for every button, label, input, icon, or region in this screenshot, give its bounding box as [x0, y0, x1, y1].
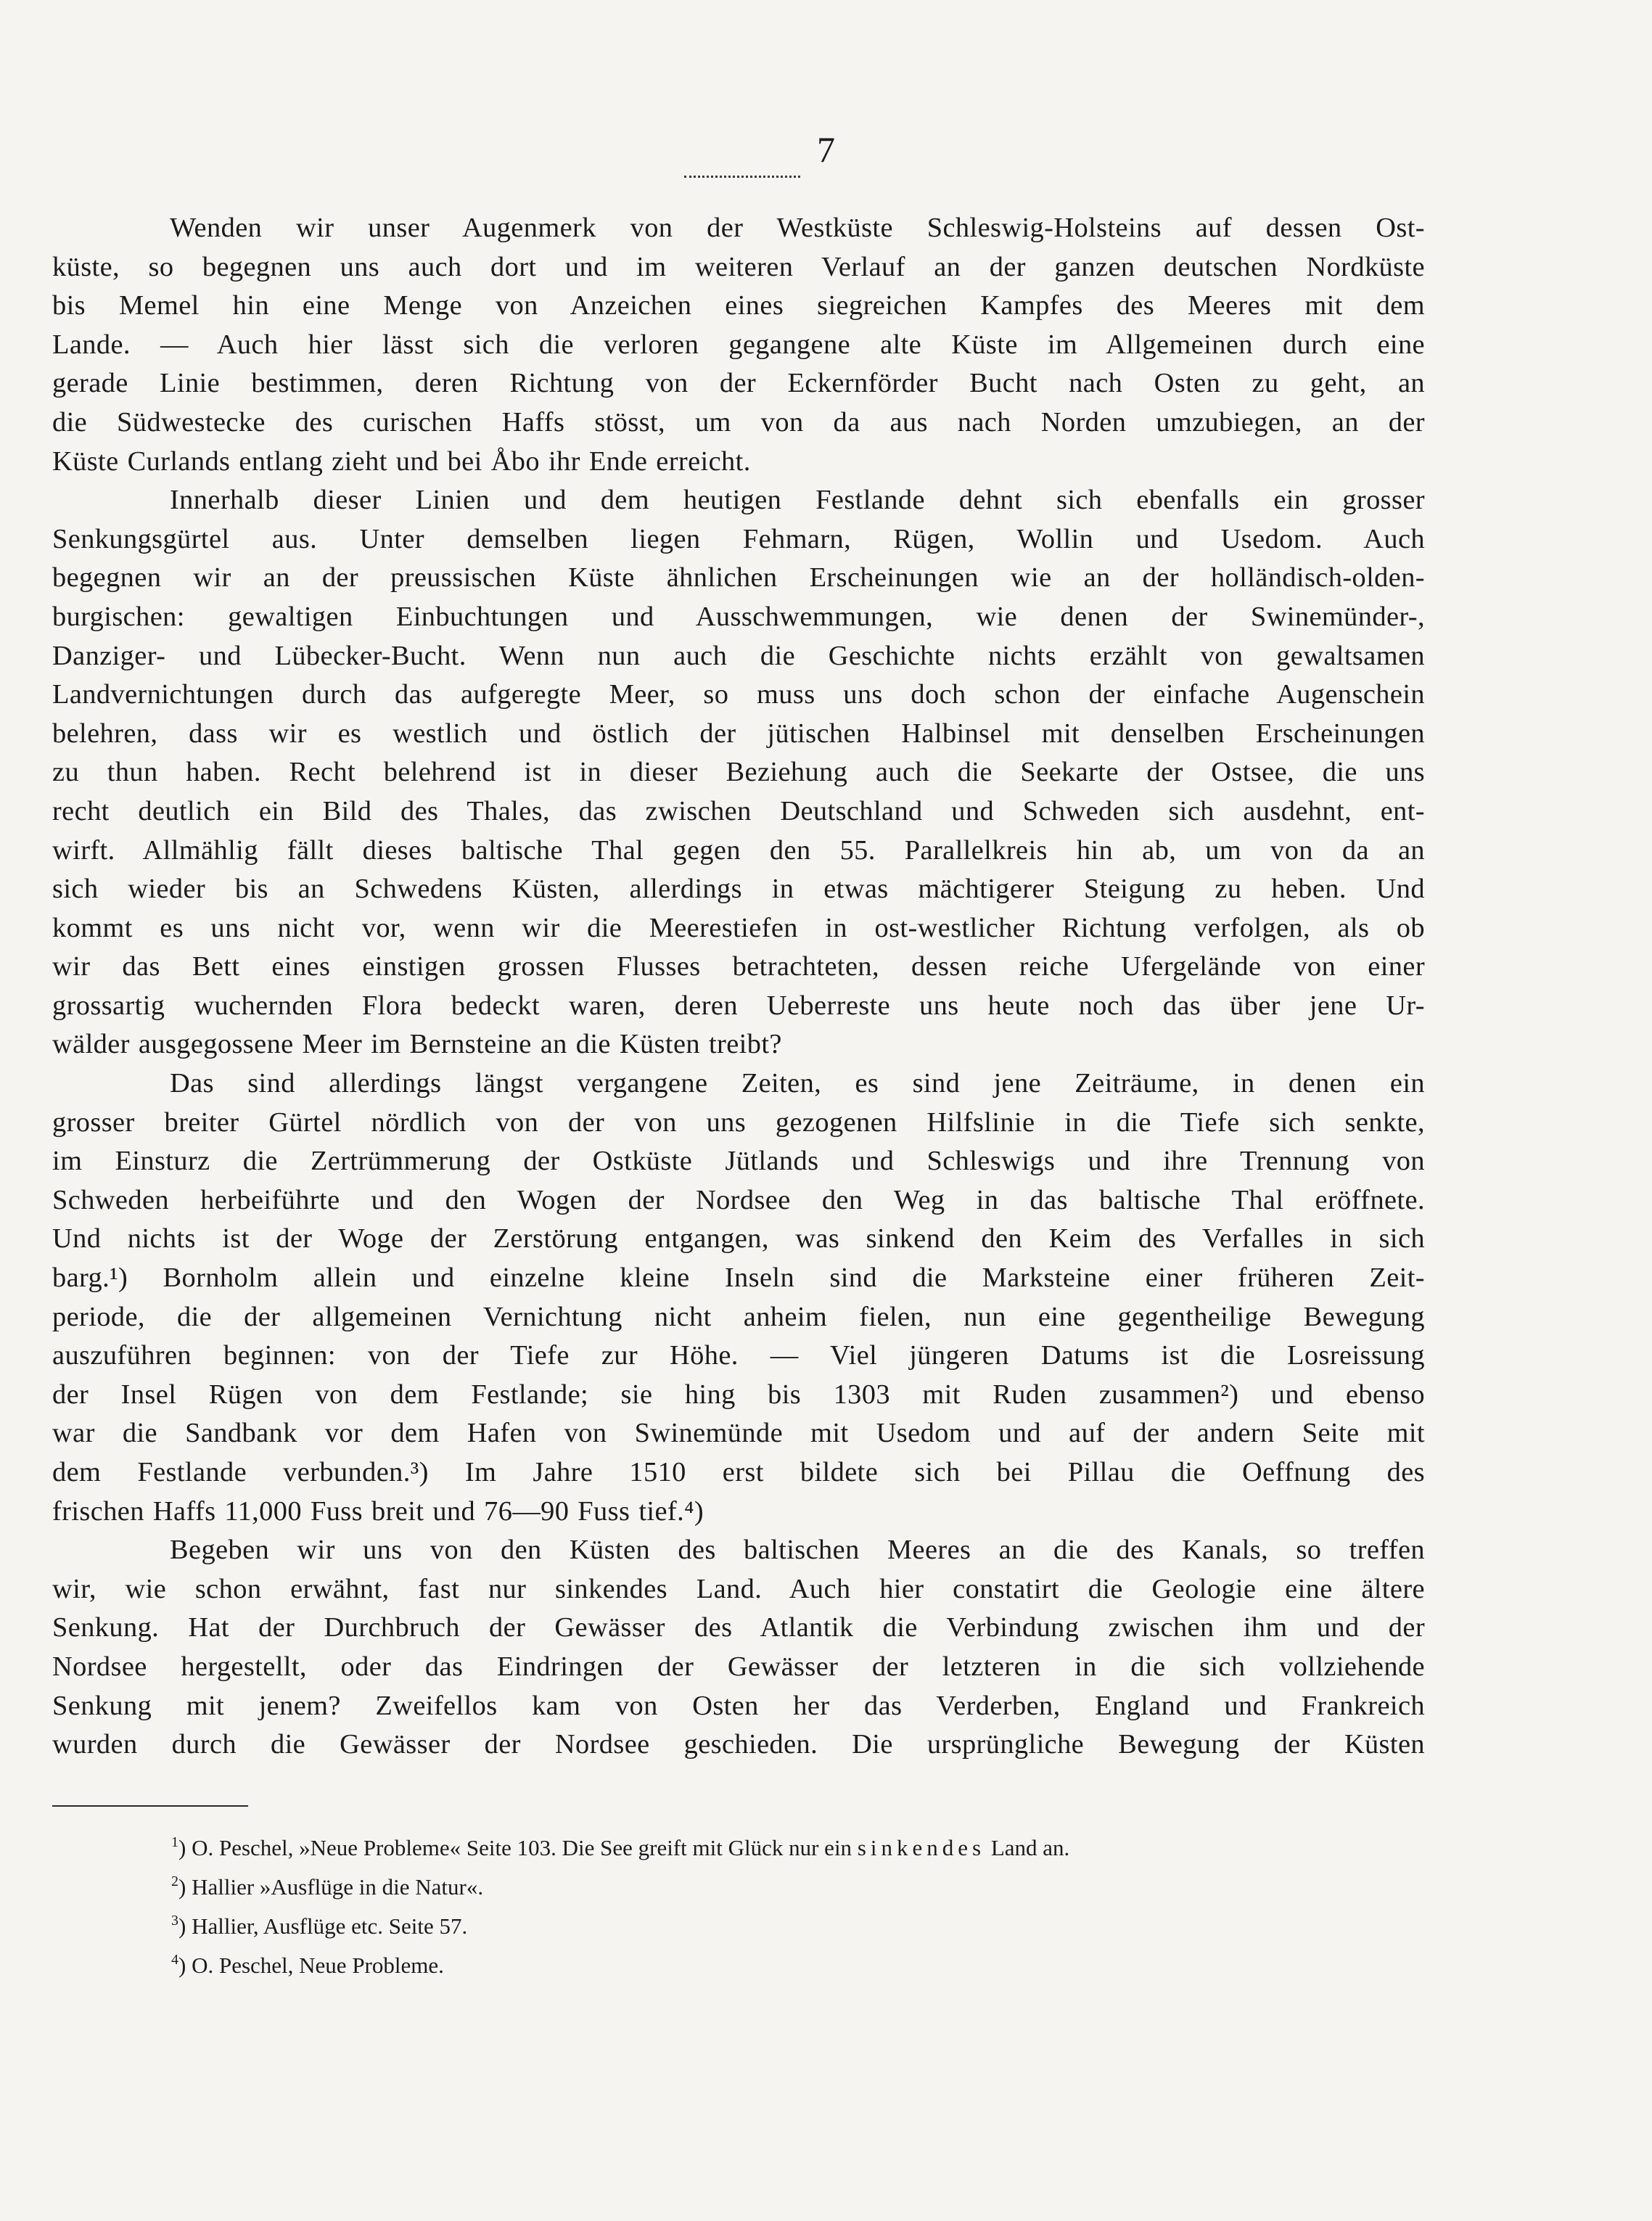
text-line: im Einsturz die Zertrümmerung der Ostküste Jütlands und Schleswigs und ihre Trennung von — [52, 1146, 1425, 1177]
page-number: 7 — [817, 129, 835, 170]
footnote-1: $^1$) O. Peschel, »Neue Probleme« Seite 103. Die See greift mit Glück nur ein sinkendes Land an. — [171, 1834, 1070, 1860]
text-line: begegnen wir an der preussischen Küste ähnlichen Erscheinungen wie an der holländisch-olden- — [52, 562, 1425, 594]
text-line: sich wieder bis an Schwedens Küsten, allerdings in etwas mächtigerer Steigung zu heben. Und — [52, 874, 1425, 905]
text-line: wälder ausgegossene Meer im Bernsteine an die Küsten treibt? — [52, 1029, 782, 1060]
paragraph-4 — [52, 1531, 1425, 1765]
text-line: Danziger- und Lübecker-Bucht. Wenn nun auch die Geschichte nichts erzählt von gewaltsamen — [52, 640, 1425, 671]
footnote-text: Hallier »Ausflüge in die Natur«. — [192, 1874, 484, 1900]
footnote-tail: Land an. — [990, 1835, 1070, 1860]
text-line: recht deutlich ein Bild des Thales, das zwischen Deutschland und Schweden sich ausdehnt, ent- — [52, 795, 1425, 826]
paragraph-3 — [52, 1064, 1425, 1531]
text-line: Schweden herbeiführte und den Wogen der Nordsee den Weg in das baltische Thal eröffnete. — [52, 1184, 1425, 1215]
text-line: frischen Haffs 11,000 Fuss breit und 76—90 Fuss tief.⁴) — [52, 1495, 704, 1527]
text-line: Küste Curlands entlang zieht und bei Åbo ihr Ende erreicht. — [52, 446, 751, 477]
footnote-4: $^4$) O. Peschel, Neue Probleme. — [171, 1952, 444, 1978]
text-line: kommt es uns nicht vor, wenn wir die Meerestiefen in ost-westlicher Richtung verfolgen, als ob — [52, 912, 1425, 943]
text-line: barg.¹) Bornholm allein und einzelne kleine Inseln sind die Marksteine einer früheren Zeit- — [52, 1263, 1425, 1294]
footnote-2: $^2$) Hallier »Ausflüge in die Natur«. — [171, 1873, 484, 1900]
text-line: Senkung. Hat der Durchbruch der Gewässer des Atlantik die Verbindung zwischen ihm und der — [52, 1612, 1425, 1643]
text-line: Wenden wir unser Augenmerk von der Westküste Schleswig-Holsteins auf dessen Ost- — [170, 213, 1425, 243]
text-line: war die Sandbank vor dem Hafen von Swinemünde mit Usedom und auf der andern Seite mit — [52, 1418, 1425, 1449]
text-line: Lande. — Auch hier lässt sich die verloren gegangene alte Küste im Allgemeinen durch eine — [52, 329, 1425, 360]
footnote-text: O. Peschel, Neue Probleme. — [192, 1953, 444, 1978]
text-line: Nordsee hergestellt, oder das Eindringen der Gewässer der letzteren in die sich vollziehende — [52, 1651, 1425, 1682]
footnote-mark: 1 — [171, 1834, 178, 1850]
text-line: auszuführen beginnen: von der Tiefe zur Höhe. — Viel jüngeren Datums ist die Losreissung — [52, 1340, 1425, 1371]
text-line: dem Festlande verbunden.³) Im Jahre 1510 erst bildete sich bei Pillau die Oeffnung des — [52, 1457, 1425, 1487]
footnote-text: Hallier, Ausflüge etc. Seite 57. — [192, 1913, 468, 1939]
text-line: Senkung mit jenem? Zweifellos kam von Osten her das Verderben, England und Frankreich — [52, 1690, 1425, 1721]
text-line: wir das Bett eines einstigen grossen Flusses betrachteten, dessen reiche Ufergelände von einer — [52, 951, 1425, 982]
text-line: Landvernichtungen durch das aufgeregte Meer, so muss uns doch schon der einfache Augenschein — [52, 679, 1425, 710]
text-line: Innerhalb dieser Linien und dem heutigen Festlande dehnt sich ebenfalls ein grosser — [170, 485, 1425, 516]
footnote-3: $^3$) Hallier, Ausflüge etc. Seite 57. — [171, 1913, 468, 1939]
text-line: Das sind allerdings längst vergangene Zeiten, es sind jene Zeiträume, in denen ein — [170, 1068, 1425, 1099]
text-line: wurden durch die Gewässer der Nordsee geschieden. Die ursprüngliche Bewegung der Küsten — [52, 1729, 1425, 1760]
text-line: küste, so begegnen uns auch dort und im weiteren Verlauf an der ganzen deutschen Nordküste — [52, 251, 1425, 282]
text-line: wir, wie schon erwähnt, fast nur sinkendes Land. Auch hier constatirt die Geologie eine ältere — [52, 1573, 1425, 1604]
footnote-mark: 4 — [171, 1952, 178, 1968]
paragraph-2 — [52, 481, 1425, 1064]
text-line: wirft. Allmählig fällt dieses baltische Thal gegen den 55. Parallelkreis hin ab, um von da an — [52, 834, 1425, 866]
footnote-mark: 2 — [171, 1873, 178, 1889]
text-line: grosser breiter Gürtel nördlich von der von uns gezogenen Hilfslinie in die Tiefe sich senkte, — [52, 1107, 1425, 1138]
text-line: grossartig wuchernden Flora bedeckt waren, deren Ueberreste uns heute noch das über jene Ur- — [52, 990, 1425, 1021]
page-number-ornament — [684, 176, 800, 182]
footnote-text: O. Peschel, »Neue Probleme« Seite 103. Die See greift mit Glück nur ein — [192, 1835, 852, 1860]
text-line: die Südwestecke des curischen Haffs stösst, um von da aus nach Norden umzubiegen, an der — [52, 406, 1425, 438]
footnote-mark: 3 — [171, 1913, 178, 1929]
footnote-emphasis: sinkendes — [857, 1835, 986, 1860]
paragraph-1 — [52, 209, 1425, 481]
text-line: periode, die der allgemeinen Vernichtung nicht anheim fielen, nun eine gegentheilige Bewegung — [52, 1301, 1425, 1332]
footnote-divider — [52, 1805, 248, 1807]
footnotes — [171, 1826, 1434, 1982]
text-line: Begeben wir uns von den Küsten des baltischen Meeres an die des Kanals, so treffen — [170, 1535, 1425, 1566]
text-line: Und nichts ist der Woge der Zerstörung entgangen, was sinkend den Keim des Verfalles in sich — [52, 1223, 1425, 1255]
text-line: bis Memel hin eine Menge von Anzeichen eines siegreichen Kampfes des Meeres mit dem — [52, 290, 1425, 321]
text-line: zu thun haben. Recht belehrend ist in dieser Beziehung auch die Seekarte der Ostsee, die uns — [52, 757, 1425, 788]
text-line: burgischen: gewaltigen Einbuchtungen und Ausschwemmungen, wie denen der Swinemünder-, — [52, 601, 1425, 632]
text-line: Senkungsgürtel aus. Unter demselben liegen Fehmarn, Rügen, Wollin und Usedom. Auch — [52, 523, 1425, 554]
body-text — [52, 209, 1425, 1765]
text-line: gerade Linie bestimmen, deren Richtung von der Eckernförder Bucht nach Osten zu geht, an — [52, 368, 1425, 399]
text-line: der Insel Rügen von dem Festlande; sie hing bis 1303 mit Ruden zusammen²) und ebenso — [52, 1379, 1425, 1410]
text-line: belehren, dass wir es westlich und östlich der jütischen Halbinsel mit denselben Erscheinungen — [52, 718, 1425, 749]
